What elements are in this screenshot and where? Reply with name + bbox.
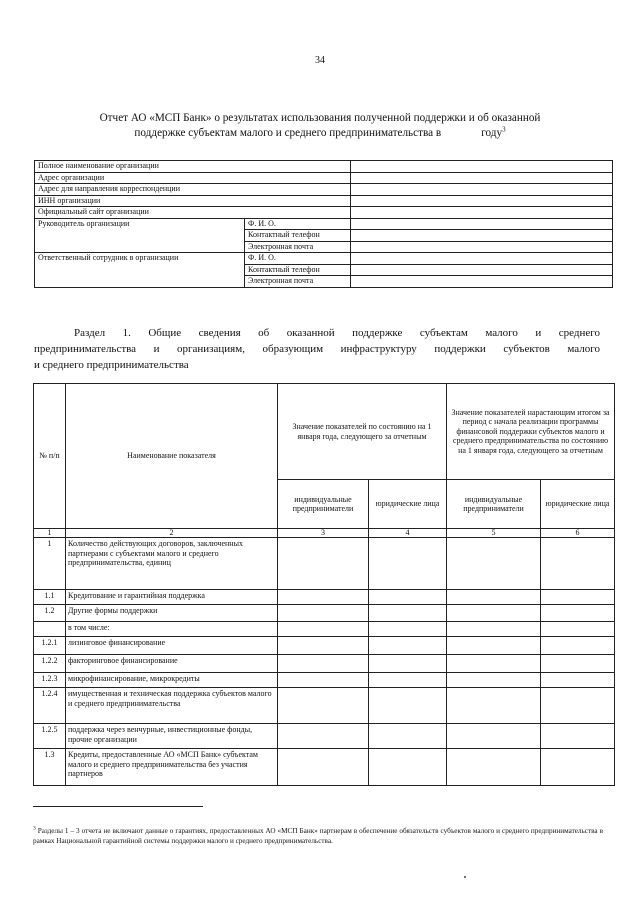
head-fio-label: Ф. И. О. [245, 218, 351, 230]
value-cell[interactable] [278, 622, 369, 637]
value-cell[interactable] [278, 749, 369, 786]
org-full-name-value[interactable] [351, 161, 613, 173]
row-name: микрофинансирование, микрокредиты [66, 673, 278, 688]
table-row [34, 724, 615, 749]
value-cell[interactable] [278, 655, 369, 673]
sub-header-ul-current: юридические лица [369, 480, 447, 529]
table-row [34, 622, 615, 637]
head-email-label: Электронная почта [245, 241, 351, 253]
responsible-email-value[interactable] [351, 276, 613, 288]
table-row [34, 688, 615, 724]
column-number: 5 [447, 529, 541, 538]
report-title-line-1: Отчет АО «МСП Банк» о результатах использования полученной поддержки и об оказанной [99, 112, 541, 124]
table-row [35, 184, 613, 196]
column-number: 2 [66, 529, 278, 538]
head-fio-value[interactable] [351, 218, 613, 230]
table-row [35, 172, 613, 184]
report-title-line-2-text: поддержке субъектам малого и среднего предпринимательства в [134, 127, 442, 139]
org-address-label: Адрес организации [35, 172, 351, 184]
org-inn-label: ИНН организации [35, 195, 351, 207]
section-title [34, 325, 600, 373]
org-correspondence-address-value[interactable] [351, 184, 613, 196]
value-cell[interactable] [369, 749, 447, 786]
row-number: 1.3 [34, 749, 66, 786]
responsible-fio-label: Ф. И. О. [245, 253, 351, 265]
value-cell[interactable] [369, 655, 447, 673]
value-cell[interactable] [541, 637, 615, 655]
sub-header-ip-cumulative: индивидуальные предприниматели [447, 480, 541, 529]
value-cell[interactable] [447, 655, 541, 673]
row-number: 1.2.1 [34, 637, 66, 655]
table-row [34, 538, 615, 590]
table-row [34, 749, 615, 786]
table-row [34, 673, 615, 688]
value-cell[interactable] [541, 538, 615, 590]
table-row [35, 207, 613, 219]
responsible-phone-label: Контактный телефон [245, 264, 351, 276]
value-cell[interactable] [541, 724, 615, 749]
head-phone-label: Контактный телефон [245, 230, 351, 242]
column-number: 3 [278, 529, 369, 538]
table-row [35, 161, 613, 173]
footnote [33, 826, 603, 846]
table-row [35, 195, 613, 207]
page-number: 34 [315, 55, 325, 66]
value-cell[interactable] [447, 538, 541, 590]
value-cell[interactable] [447, 590, 541, 605]
column-number-row [34, 529, 615, 538]
value-cell[interactable] [447, 749, 541, 786]
report-title-line-2 [40, 126, 600, 141]
value-cell[interactable] [369, 605, 447, 622]
sub-header-ip-current: индивидуальные предприниматели [278, 480, 369, 529]
value-cell[interactable] [369, 724, 447, 749]
table-row [35, 253, 613, 265]
value-cell[interactable] [541, 655, 615, 673]
table-row [34, 637, 615, 655]
value-cell[interactable] [447, 622, 541, 637]
responsible-phone-value[interactable] [351, 264, 613, 276]
col-group-header-cumulative: Значение показателей нарастающим итогом за период с начала реализации программы финансовой поддержки субъектов малого и среднего предпринимательства по состоянию на 1 января года, следующего за отчетным [447, 384, 615, 480]
responsible-employee-label: Ответственный сотрудник в организации [35, 253, 245, 288]
org-correspondence-address-label: Адрес для направления корреспонденции [35, 184, 351, 196]
value-cell[interactable] [278, 724, 369, 749]
organization-info-table [34, 160, 613, 288]
value-cell[interactable] [541, 673, 615, 688]
table-row [35, 218, 613, 230]
head-email-value[interactable] [351, 241, 613, 253]
row-name: в том числе: [66, 622, 278, 637]
row-number: 1.1 [34, 590, 66, 605]
org-full-name-label: Полное наименование организации [35, 161, 351, 173]
row-name: Кредитование и гарантийная поддержка [66, 590, 278, 605]
value-cell[interactable] [278, 538, 369, 590]
head-phone-value[interactable] [351, 230, 613, 242]
org-head-label: Руководитель организации [35, 218, 245, 253]
col-group-header-current: Значение показателей по состоянию на 1 января года, следующего за отчетным [278, 384, 447, 480]
value-cell[interactable] [369, 637, 447, 655]
row-number: 1.2.4 [34, 688, 66, 724]
title-footnote-ref: 3 [502, 125, 506, 134]
value-cell[interactable] [369, 688, 447, 724]
report-title-year-word: году [481, 127, 503, 139]
responsible-email-label: Электронная почта [245, 276, 351, 288]
value-cell[interactable] [278, 688, 369, 724]
org-website-value[interactable] [351, 207, 613, 219]
row-name: факторинговое финансирование [66, 655, 278, 673]
col-header-name: Наименование показателя [66, 384, 278, 529]
row-name: Другие формы поддержки [66, 605, 278, 622]
row-name: имущественная и техническая поддержка субъектов малого и среднего предпринимательства [66, 688, 278, 724]
sub-header-ul-cumulative: юридические лица [541, 480, 615, 529]
value-cell[interactable] [541, 622, 615, 637]
value-cell[interactable] [447, 724, 541, 749]
value-cell[interactable] [278, 605, 369, 622]
column-number: 1 [34, 529, 66, 538]
row-number: 1.2.2 [34, 655, 66, 673]
scan-speck [464, 876, 466, 878]
org-address-value[interactable] [351, 172, 613, 184]
value-cell[interactable] [278, 673, 369, 688]
org-inn-value[interactable] [351, 195, 613, 207]
table-row [34, 655, 615, 673]
value-cell[interactable] [541, 590, 615, 605]
row-name: Количество действующих договоров, заключенных партнерами с субъектами малого и среднего предпринимательства, единиц [66, 538, 278, 590]
table-row [34, 590, 615, 605]
value-cell[interactable] [447, 673, 541, 688]
support-indicators-table [33, 383, 615, 786]
value-cell[interactable] [278, 590, 369, 605]
value-cell[interactable] [447, 605, 541, 622]
org-website-label: Официальный сайт организации [35, 207, 351, 219]
value-cell[interactable] [541, 688, 615, 724]
row-name: Кредиты, предоставленные АО «МСП Банк» субъектам малого и среднего предпринимательства без участия партнеров [66, 749, 278, 786]
value-cell[interactable] [541, 605, 615, 622]
column-number: 4 [369, 529, 447, 538]
section-title-line-1: Раздел 1. Общие сведения об оказанной поддержке субъектам малого и среднего [74, 327, 600, 339]
report-title [40, 111, 600, 141]
section-title-line-2: предпринимательства и организациям, образующим инфраструктуру поддержки субъектов малого [34, 343, 600, 355]
row-number: 1 [34, 538, 66, 590]
row-name: поддержка через венчурные, инвестиционные фонды, прочие организации [66, 724, 278, 749]
footnote-divider [33, 806, 203, 807]
row-number: 1.2 [34, 605, 66, 622]
value-cell[interactable] [447, 637, 541, 655]
value-cell[interactable] [369, 673, 447, 688]
table-header-row [34, 384, 615, 480]
value-cell[interactable] [278, 637, 369, 655]
responsible-fio-value[interactable] [351, 253, 613, 265]
footnote-mark: 3 [33, 825, 36, 832]
row-number: 1.2.5 [34, 724, 66, 749]
table-row [34, 605, 615, 622]
footnote-text: Разделы 1 – 3 отчета не включают данные о гарантиях, предоставленных АО «МСП Банк» партнерам в обеспечение обязательств субъектов малого и среднего предпринимательства в рамках Национальной гарантийной системы поддержки малого и среднего предпринимательства. [33, 827, 603, 845]
value-cell[interactable] [369, 590, 447, 605]
value-cell[interactable] [369, 538, 447, 590]
column-number: 6 [541, 529, 615, 538]
row-number: 1.2.3 [34, 673, 66, 688]
value-cell[interactable] [369, 622, 447, 637]
value-cell[interactable] [447, 688, 541, 724]
section-title-line-3: и среднего предпринимательства [34, 359, 189, 371]
row-number [34, 622, 66, 637]
col-header-num: № п/п [34, 384, 66, 529]
row-name: лизинговое финансирование [66, 637, 278, 655]
value-cell[interactable] [541, 749, 615, 786]
